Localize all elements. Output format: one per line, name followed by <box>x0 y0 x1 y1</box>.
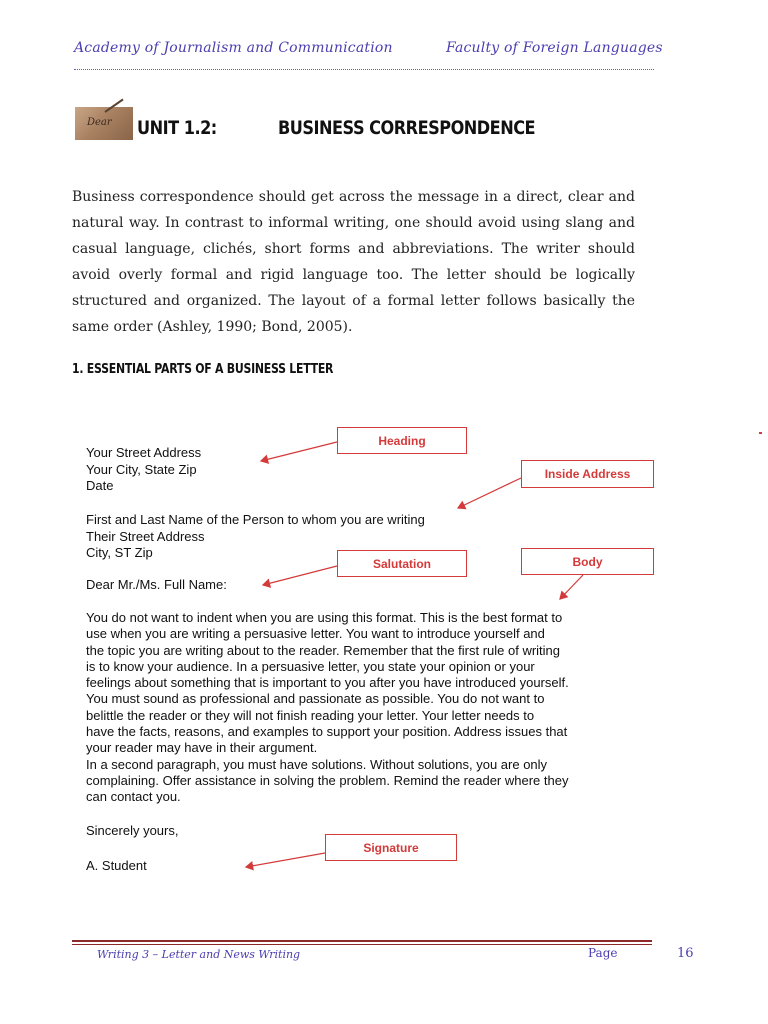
letter-line: First and Last Name of the Person to whom you are writing <box>86 512 425 527</box>
body-arrow <box>560 575 583 599</box>
letter-line: have the facts, reasons, and examples to support your position. Address issues that <box>86 724 568 740</box>
letter-line: can contact you. <box>86 789 181 805</box>
letter-line: Your Street Address <box>86 445 202 460</box>
footer-divider <box>72 940 652 942</box>
salutation-arrow <box>263 566 337 585</box>
label-signature: Signature <box>325 834 457 861</box>
unit-title: BUSINESS CORRESPONDENCE <box>278 117 536 139</box>
letter-signature: A. Student <box>86 858 147 873</box>
unit-number: UNIT 1.2: <box>137 117 217 139</box>
letter-line: your reader may have in their argument. <box>86 740 318 756</box>
letter-line: is to know your audience. In a persuasive letter, you state your opinion or your <box>86 658 535 674</box>
margin-mark <box>759 432 762 434</box>
footer-page-number: 16 <box>677 946 694 961</box>
letter-line: the topic you are writing about to the reader. Remember that the first rule of writing <box>86 642 561 658</box>
label-body: Body <box>521 548 654 575</box>
letter-line: use when you are writing a persuasive letter. You want to introduce yourself and <box>86 626 545 642</box>
letter-line: Your City, State Zip <box>86 461 197 477</box>
footer-page-label: Page <box>588 946 618 960</box>
label-heading: Heading <box>337 427 467 454</box>
thumbnail-label: Dear <box>87 117 112 128</box>
letter-line: City, ST Zip <box>86 545 153 560</box>
letter-line: feelings about something that is important to you after you have introduced yourself. <box>86 675 569 691</box>
inside-address-arrow <box>458 478 521 508</box>
letter-line: Their Street Address <box>86 528 205 544</box>
letter-line: In a second paragraph, you must have solutions. Without solutions, you are only <box>86 756 548 772</box>
letter-line: belittle the reader or they will not finish reading your letter. Your letter needs to <box>86 707 535 723</box>
label-salutation: Salutation <box>337 550 467 577</box>
label-inside-address: Inside Address <box>521 460 654 488</box>
letter-line: You do not want to indent when you are using this format. This is the best format to <box>86 610 563 625</box>
signature-arrow <box>246 853 325 867</box>
heading-arrow <box>261 442 337 461</box>
letter-line: Date <box>86 478 114 493</box>
header-faculty: Faculty of Foreign Languages <box>446 40 663 56</box>
header-institution: Academy of Journalism and Communication <box>74 40 393 56</box>
letter-closing: Sincerely yours, <box>86 823 179 838</box>
intro-paragraph: Business correspondence should get across the message in a direct, clear and natural way. In contrast to informal writing, one should avoid using slang and casual language, clichés, short forms and abbreviations. The writer should avoid overly formal and rigid language too. The letter should be logically structured and organized. The layout of a formal letter follows basically the same order (Ashley, 1990; Bond, 2005). <box>72 189 635 335</box>
letter-salutation: Dear Mr./Ms. Full Name: <box>86 577 227 592</box>
footer-divider-thin <box>72 944 652 945</box>
letter-line: You must sound as professional and passionate as possible. You do not want to <box>86 691 545 707</box>
footer-course: Writing 3 – Letter and News Writing <box>97 948 301 961</box>
letter-line: complaining. Offer assistance in solving the problem. Remind the reader where they <box>86 772 569 788</box>
section-heading: 1. ESSENTIAL PARTS OF A BUSINESS LETTER <box>72 362 334 377</box>
